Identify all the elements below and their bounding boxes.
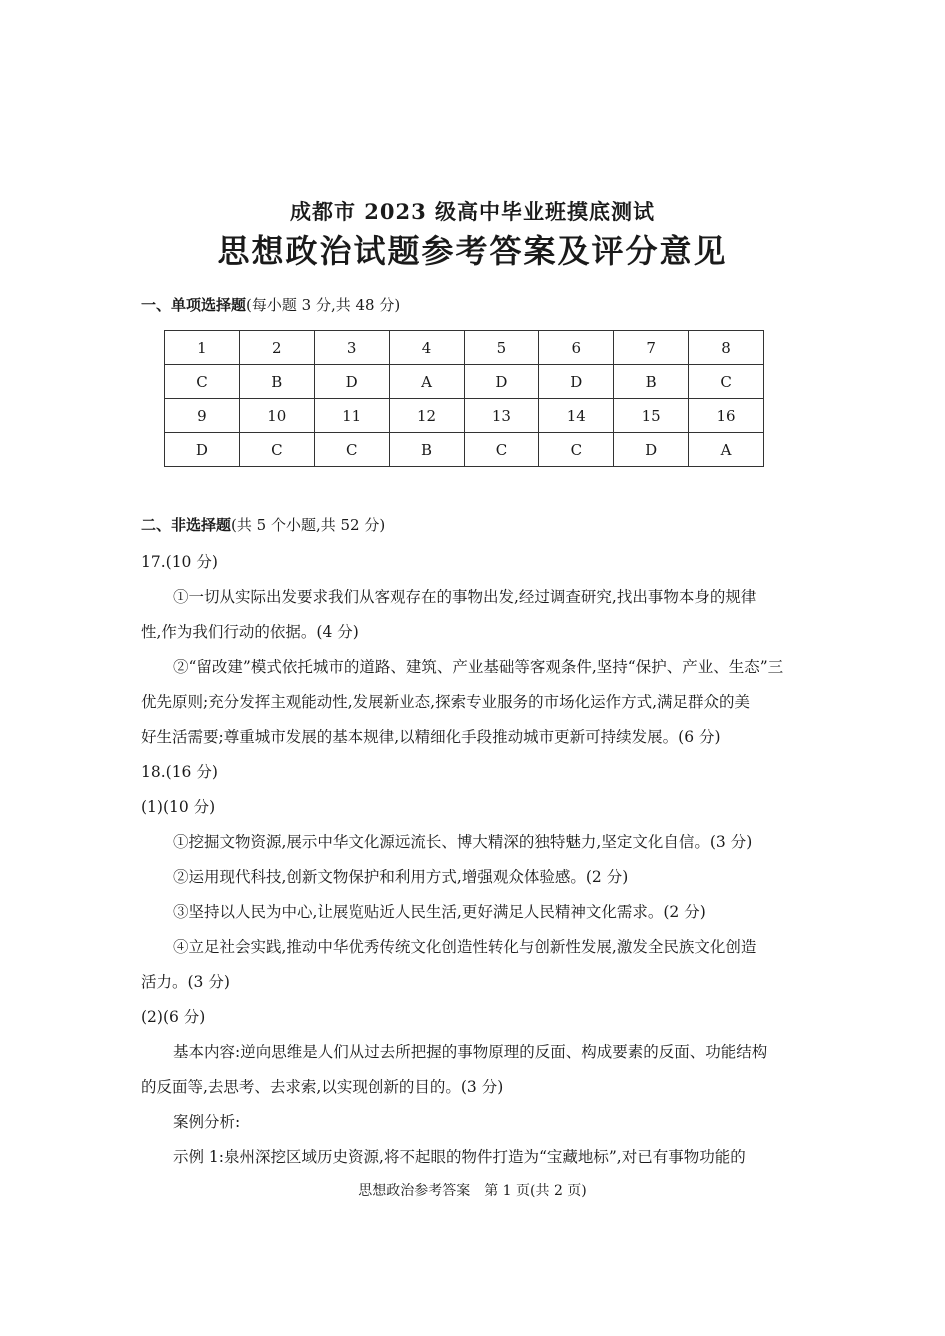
q17-point2-cont1: 优先原则;充分发挥主观能动性,发展新业态,探索专业服务的市场化运作方式,满足群众的美 [141, 693, 751, 711]
answer-table [164, 330, 764, 467]
section1-heading: 一、单项选择题 [141, 296, 247, 314]
question-number-cell: 11 [314, 399, 389, 433]
answer-cell: C [464, 433, 539, 467]
question-number-cell: 15 [614, 399, 689, 433]
question-number-cell: 4 [389, 331, 464, 365]
q18-point3: ③坚持以人民为中心,让展览贴近人民生活,更好满足人民精神文化需求。(2 分) [173, 903, 706, 921]
q18-basic-content: 基本内容:逆向思维是人们从过去所把握的事物原理的反面、构成要素的反面、功能结构 [173, 1043, 768, 1061]
answer-cell: D [165, 433, 240, 467]
question-number-cell: 6 [539, 331, 614, 365]
q18-header: 18.(16 分) [141, 763, 218, 781]
q18-part1-header: (1)(10 分) [141, 798, 216, 816]
question-number-row [165, 331, 764, 365]
answer-cell: D [464, 365, 539, 399]
answer-cell: B [389, 433, 464, 467]
q18-point4: ④立足社会实践,推动中华优秀传统文化创造性转化与创新性发展,激发全民族文化创造 [173, 938, 757, 956]
question-number-cell: 12 [389, 399, 464, 433]
page-footer: 思想政治参考答案 第 1 页(共 2 页) [358, 1183, 587, 1199]
q18-part2-header: (2)(6 分) [141, 1008, 206, 1026]
q17-header: 17.(10 分) [141, 553, 218, 571]
section2-note: (共 5 个小题,共 52 分) [231, 516, 386, 534]
q17-point2: ②“留改建”模式依托城市的道路、建筑、产业基础等客观条件,坚持“保护、产业、生态”三 [173, 658, 784, 676]
answer-cell: C [165, 365, 240, 399]
answer-cell: A [389, 365, 464, 399]
q17-point1: ①一切从实际出发要求我们从客观存在的事物出发,经过调查研究,找出事物本身的规律 [173, 588, 757, 606]
question-number-cell: 13 [464, 399, 539, 433]
answer-cell: C [689, 365, 764, 399]
answer-row [165, 365, 764, 399]
question-number-cell: 8 [689, 331, 764, 365]
answer-cell: D [614, 433, 689, 467]
section2-header [141, 514, 385, 535]
question-number-cell: 3 [314, 331, 389, 365]
q18-point1: ①挖掘文物资源,展示中华文化源远流长、博大精深的独特魅力,坚定文化自信。(3 分) [173, 833, 753, 851]
answer-cell: D [539, 365, 614, 399]
answer-cell: B [239, 365, 314, 399]
q17-point1-cont: 性,作为我们行动的依据。(4 分) [141, 623, 359, 641]
q17-point2-cont2: 好生活需要;尊重城市发展的基本规律,以精细化手段推动城市更新可持续发展。(6 分) [141, 728, 721, 746]
q18-point2: ②运用现代科技,创新文物保护和利用方式,增强观众体验感。(2 分) [173, 868, 629, 886]
q18-case-analysis: 案例分析: [173, 1113, 241, 1131]
question-number-cell: 10 [239, 399, 314, 433]
question-number-cell: 1 [165, 331, 240, 365]
question-number-cell: 14 [539, 399, 614, 433]
question-number-cell: 16 [689, 399, 764, 433]
answer-cell: B [614, 365, 689, 399]
answer-cell: C [539, 433, 614, 467]
q18-example1: 示例 1:泉州深挖区域历史资源,将不起眼的物件打造为“宝藏地标”,对已有事物功能的 [173, 1148, 746, 1166]
question-number-row [165, 399, 764, 433]
question-number-cell: 2 [239, 331, 314, 365]
answer-cell: C [314, 433, 389, 467]
question-number-cell: 5 [464, 331, 539, 365]
q18-basic-content-cont: 的反面等,去思考、去求索,以实现创新的目的。(3 分) [141, 1078, 504, 1096]
section2-heading: 二、非选择题 [141, 516, 232, 534]
answer-row [165, 433, 764, 467]
document-title: 成都市 2023 级高中毕业班摸底测试 [289, 199, 656, 224]
answer-cell: A [689, 433, 764, 467]
section1-note: (每小题 3 分,共 48 分) [246, 296, 401, 314]
answer-cell: D [314, 365, 389, 399]
question-number-cell: 9 [165, 399, 240, 433]
section1-header [141, 294, 400, 315]
q18-point4-cont: 活力。(3 分) [141, 973, 230, 991]
question-number-cell: 7 [614, 331, 689, 365]
answer-cell: C [239, 433, 314, 467]
document-subtitle: 思想政治试题参考答案及评分意见 [217, 232, 728, 270]
